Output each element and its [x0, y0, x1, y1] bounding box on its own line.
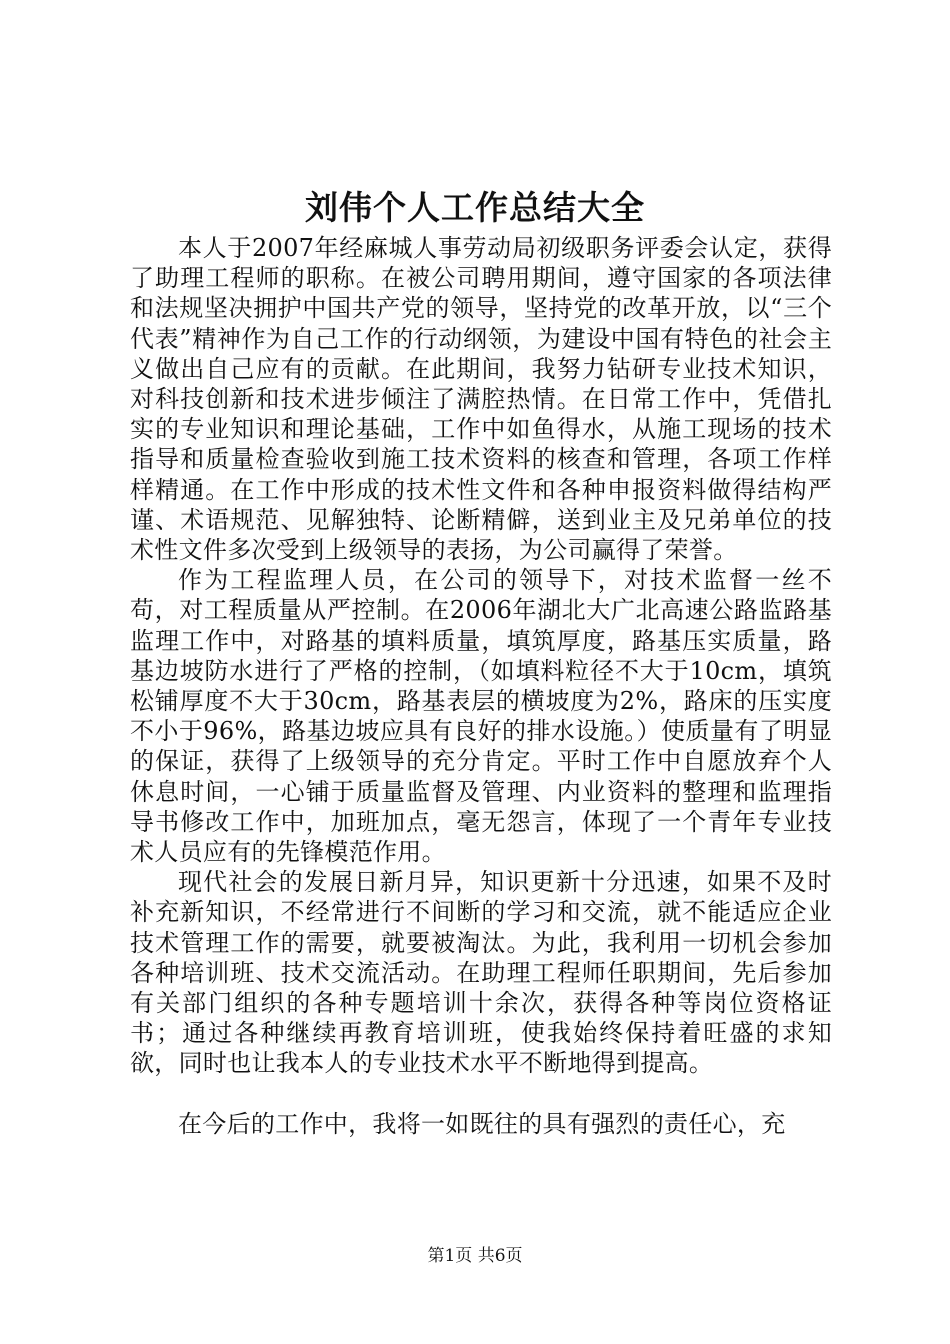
paragraph-2: 作为工程监理人员，在公司的领导下，对技术监督一丝不苟，对工程质量从严控制。在2006年湖北大广北高速公路监路基监理工作中，对路基的填料质量，填筑厚度，路基压实质量，路基边坡防水进行了严格的控制，（如填料粒径不大于10cm，填筑松铺厚度不大于30cm，路基表层的横坡度为2%，路床的压实度不小于96%，路基边坡应具有良好的排水设施。）使质量有了明显的保证，获得了上级领导的充分肯定。平时工作中自愿放弃个人休息时间，一心铺于质量监督及管理、内业资料的整理和监理指导书修改工作中，加班加点，毫无怨言，体现了一个青年专业技术人员应有的先锋模范作用。 [130, 566, 832, 867]
document-body [130, 233, 832, 1139]
page-number-footer: 第1页 共6页 [427, 1246, 523, 1266]
paragraph-3: 现代社会的发展日新月异，知识更新十分迅速，如果不及时补充新知识，不经常进行不间断的学习和交流，就不能适应企业技术管理工作的需要，就要被淘汰。为此，我利用一切机会参加各种培训班、技术交流活动。在助理工程师任职期间，先后参加有关部门组织的各种专题培训十余次，获得各种等岗位资格证书；通过各种继续再教育培训班，使我始终保持着旺盛的求知欲，同时也让我本人的专业技术水平不断地得到提高。 [130, 868, 832, 1078]
paragraph-1: 本人于2007年经麻城人事劳动局初级职务评委会认定，获得了助理工程师的职称。在被公司聘用期间，遵守国家的各项法律和法规坚决拥护中国共产党的领导，坚持党的改革开放，以“三个代表”精神作为自己工作的行动纲领，为建设中国有特色的社会主义做出自己应有的贡献。在此期间，我努力钻研专业技术知识，对科技创新和技术进步倾注了满腔热情。在日常工作中，凭借扎实的专业知识和理论基础，工作中如鱼得水，从施工现场的技术指导和质量检查验收到施工技术资料的核查和管理，各项工作样样精通。在工作中形成的技术性文件和各种申报资料做得结构严谨、术语规范、见解独特、论断精僻，送到业主及兄弟单位的技术性文件多次受到上级领导的表扬，为公司赢得了荣誉。 [130, 234, 832, 565]
page-title: 刘伟个人工作总结大全 [305, 188, 645, 227]
paragraph-4: 在今后的工作中，我将一如既往的具有强烈的责任心，充 [178, 1109, 786, 1138]
